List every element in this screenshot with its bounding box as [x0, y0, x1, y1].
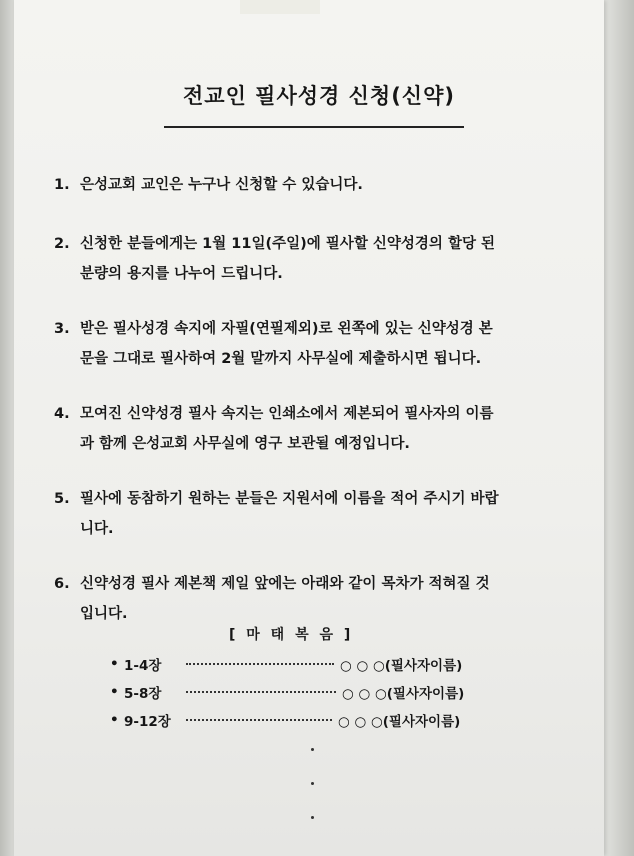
tape-strip	[240, 0, 320, 14]
bullet-icon: •	[110, 656, 119, 672]
item-text: 모여진 신약성경 필사 속지는 인쇄소에서 제본되어 필사자의 이름	[80, 406, 494, 422]
item-number: 6.	[54, 576, 70, 592]
toc-range: 5-8장	[124, 686, 162, 702]
list-item	[54, 170, 574, 200]
ellipsis-dot	[311, 748, 314, 751]
list-item	[54, 569, 574, 629]
list-item	[54, 314, 574, 374]
toc-row	[110, 654, 462, 674]
item-text: 과 함께 은성교회 사무실에 영구 보관될 예정입니다.	[80, 436, 410, 452]
toc-name: ○ ○ ○(필사자이름)	[340, 658, 463, 674]
toc-row	[110, 682, 464, 702]
item-number: 3.	[54, 321, 70, 337]
item-number: 5.	[54, 491, 70, 507]
bullet-icon: •	[110, 684, 119, 700]
ellipsis-dot	[311, 816, 314, 819]
toc-row	[110, 710, 460, 730]
toc-name: ○ ○ ○(필사자이름)	[342, 686, 465, 702]
wall-left	[0, 0, 14, 856]
toc-range: 9-12장	[124, 714, 171, 730]
wall-right	[604, 0, 634, 856]
list-item	[54, 229, 574, 289]
item-text: 받은 필사성경 속지에 자필(연필제외)로 왼쪽에 있는 신약성경 본	[80, 321, 493, 337]
item-text: 필사에 동참하기 원하는 분들은 지원서에 이름을 적어 주시기 바랍	[80, 491, 499, 507]
item-text: 입니다.	[80, 606, 128, 622]
ellipsis-dot	[311, 782, 314, 785]
item-text: 니다.	[80, 521, 114, 537]
list-item	[54, 484, 574, 544]
toc-name: ○ ○ ○(필사자이름)	[338, 714, 461, 730]
document-title: 전교인 필사성경 신청(신약)	[183, 84, 455, 108]
bullet-icon: •	[110, 712, 119, 728]
item-text: 신약성경 필사 제본책 제일 앞에는 아래와 같이 목차가 적혀질 것	[80, 576, 490, 592]
leader-dots	[186, 655, 334, 665]
item-text: 신청한 분들에게는 1월 11일(주일)에 필사할 신약성경의 할당 된	[80, 236, 496, 252]
item-text: 분량의 용지를 나누어 드립니다.	[80, 266, 283, 282]
item-number: 2.	[54, 236, 70, 252]
list-item	[54, 399, 574, 459]
title-underline	[164, 126, 464, 128]
item-text: 은성교회 교인은 누구나 신청할 수 있습니다.	[80, 177, 363, 193]
toc-range: 1-4장	[124, 658, 162, 674]
leader-dots	[186, 711, 332, 721]
leader-dots	[186, 683, 336, 693]
notice-paper	[14, 0, 604, 856]
item-number: 4.	[54, 406, 70, 422]
item-number: 1.	[54, 177, 70, 193]
toc-heading: [ 마 태 복 음 ]	[229, 627, 354, 643]
item-text: 문을 그대로 필사하여 2월 말까지 사무실에 제출하시면 됩니다.	[80, 351, 482, 367]
